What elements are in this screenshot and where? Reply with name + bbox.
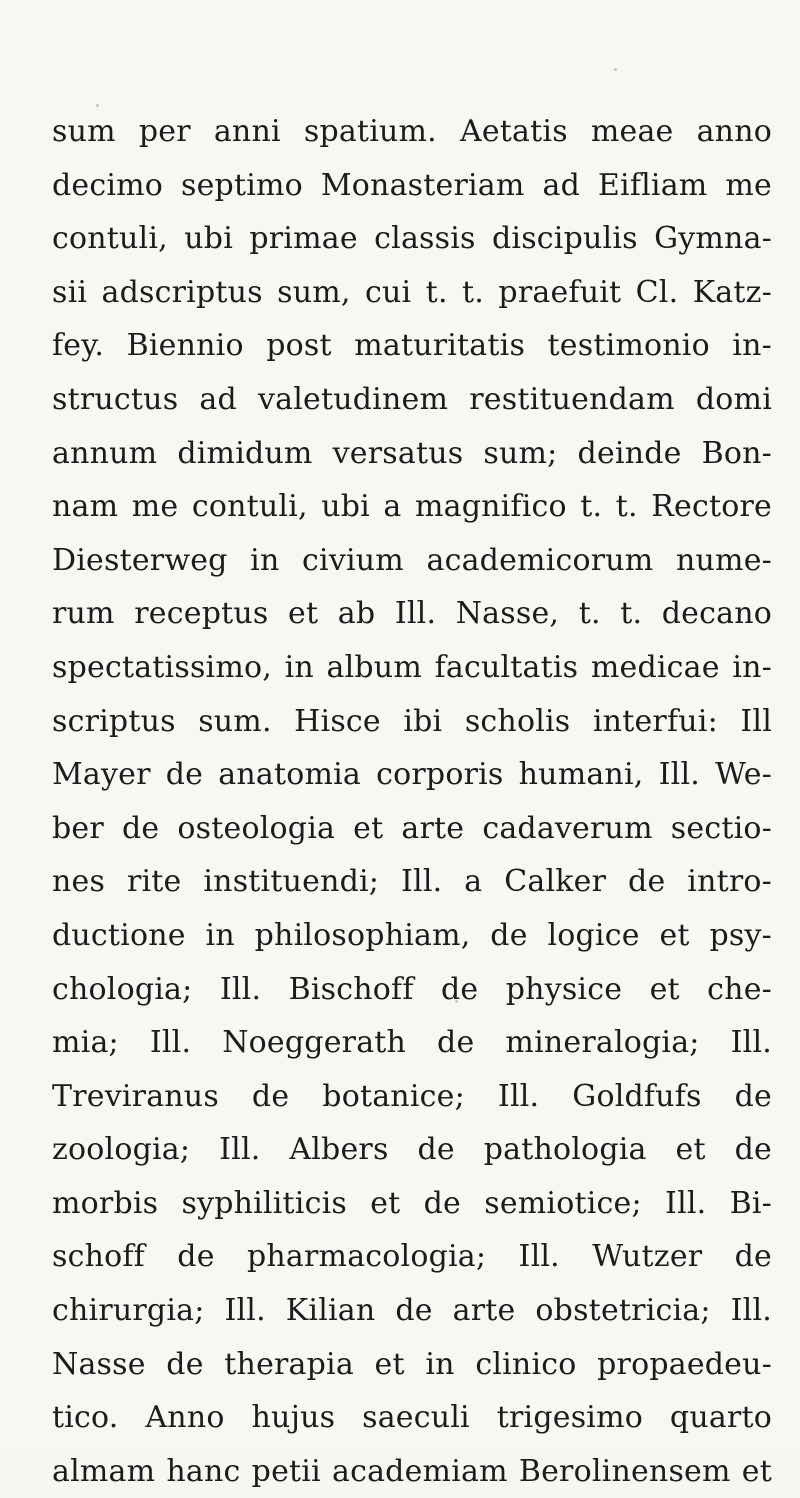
text-line: annum dimidum versatus sum; deinde Bon-	[52, 435, 772, 471]
text-line: sum per anni spatium. Aetatis meae anno	[52, 114, 772, 149]
text-line: tico. Anno hujus saeculi trigesimo quarto	[52, 1400, 772, 1436]
text-line: decimo septimo Monasteriam ad Eifliam me	[52, 167, 772, 203]
text-line: contuli, ubi primae classis discipulis Gymna-	[52, 221, 772, 257]
text-line: nam me contuli, ubi a magnifico t. t. Rectore	[52, 489, 772, 525]
body-text	[52, 105, 772, 1498]
text-line: scriptus sum. Hisce ibi scholis interfui: Ill	[52, 703, 772, 739]
text-line: mia; Ill. Noeggerath de mineralogia; Ill.	[52, 1025, 772, 1061]
text-line: chirurgia; Ill. Kilian de arte obstetricia; Ill.	[52, 1293, 772, 1329]
paper-speck	[614, 68, 617, 71]
text-line: Diesterweg in civium academicorum nume-	[52, 542, 772, 578]
text-line: structus ad valetudinem restituendam domi	[52, 381, 772, 417]
text-line: Nasse de therapia et in clinico propaedeu-	[52, 1346, 772, 1382]
text-line: rum receptus et ab Ill. Nasse, t. t. decano	[52, 596, 772, 632]
text-line: almam hanc petii academiam Berolinensem et	[52, 1453, 772, 1489]
text-line: zoologia; Ill. Albers de pathologia et de	[52, 1132, 772, 1168]
text-line: ber de osteologia et arte cadaverum sectio-	[52, 810, 772, 846]
text-line: fey. Biennio post maturitatis testimonio in-	[52, 328, 772, 364]
text-line: ductione in philosophiam, de logice et psy-	[52, 917, 772, 953]
text-line: chologia; Ill. Bischoff de physice et che-	[52, 971, 772, 1007]
text-line: schoff de pharmacologia; Ill. Wutzer de	[52, 1239, 772, 1275]
text-line: Treviranus de botanice; Ill. Goldfufs de	[52, 1078, 772, 1114]
text-line: spectatissimo, in album facultatis medicae in-	[52, 649, 772, 685]
text-line: morbis syphiliticis et de semiotice; Ill. Bi-	[52, 1185, 772, 1221]
text-line: sii adscriptus sum, cui t. t. praefuit Cl. Katz-	[52, 274, 772, 310]
text-line: nes rite instituendi; Ill. a Calker de intro-	[52, 864, 772, 900]
text-line: Mayer de anatomia corporis humani, Ill. We-	[52, 757, 772, 793]
